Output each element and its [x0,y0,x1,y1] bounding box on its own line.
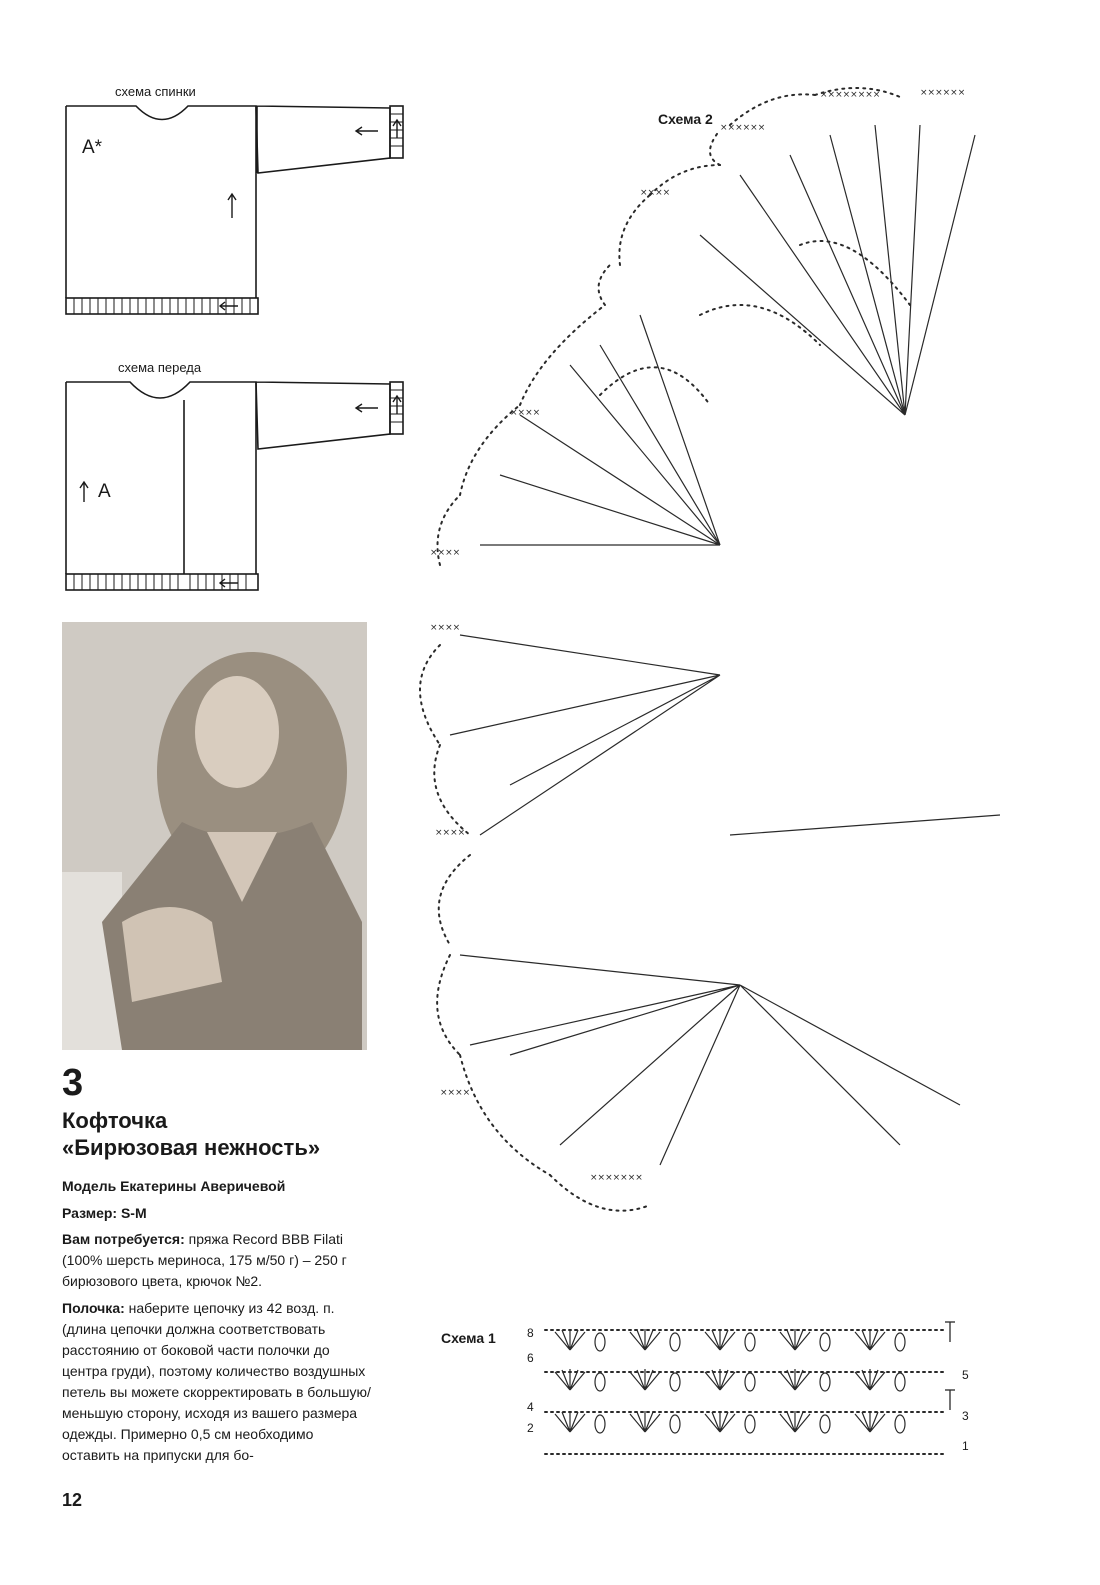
article-number: 3 [62,1062,84,1104]
scheme1-diagram [540,1320,960,1460]
back-schema-diagram [60,98,410,320]
materials-label: Вам потребуется: [62,1231,185,1247]
scheme1-row-2: 2 [527,1421,534,1435]
scheme2-diagram [400,85,1020,590]
front-schema-diagram [60,374,410,596]
back-schema-label: схема спинки [115,84,196,99]
front-label: Полочка: [62,1300,125,1316]
svg-text:××××: ×××× [640,188,671,198]
front-instructions [62,1298,372,1466]
svg-text:×××××××: ××××××× [590,1173,643,1183]
svg-text:××××××××: ×××××××× [820,90,881,100]
scheme1-row-3: 3 [962,1409,969,1423]
model-photo [62,622,367,1050]
scheme1-row-4: 4 [527,1400,534,1414]
svg-text:××××: ×××× [430,548,461,558]
scheme1-title: Схема 1 [441,1330,496,1346]
front-size-mark: A [98,481,111,502]
scheme1-row-6: 6 [527,1351,534,1365]
scheme1-row-5: 5 [962,1368,969,1382]
article-size: Размер: S-M [62,1205,147,1221]
article-author: Модель Екатерины Аверичевой [62,1178,286,1194]
materials-text: пряжа Record BBB Filati (100% шерсть мериноса, 175 м/50 г) – 250 г бирюзового цвета, крючок №2. [62,1231,347,1289]
scheme1-row-8: 8 [527,1326,534,1340]
svg-text:××××: ×××× [510,408,541,418]
scheme2-title: Схема 2 [658,111,713,127]
model-photo-illustration [62,622,367,1050]
article-title-line1: Кофточка [62,1108,168,1133]
svg-text:××××: ×××× [435,828,466,838]
article-title [62,1107,320,1161]
svg-text:××××××: ×××××× [720,123,766,133]
svg-text:××××××: ×××××× [920,88,966,98]
article-title-line2: «Бирюзовая нежность» [62,1135,321,1160]
back-size-mark: A* [82,137,103,158]
materials-paragraph [62,1229,372,1292]
front-text: наберите цепочку из 42 возд. п. (длина цепочки должна соответствовать расстоянию от боковой части полочки до центра груди), поэтому количество воздушных петель вы можете скорректировать в большую/меньшую сторону, исходя из вашего размера одежды. Примерно 0,5 см необходимо оставить на припуски для бо- [62,1300,371,1463]
svg-text:××××: ×××× [440,1088,471,1098]
scheme1-row-1: 1 [962,1439,969,1453]
svg-text:××××: ×××× [430,623,461,633]
page-number: 12 [62,1490,83,1510]
front-schema-label: схема переда [118,360,202,375]
